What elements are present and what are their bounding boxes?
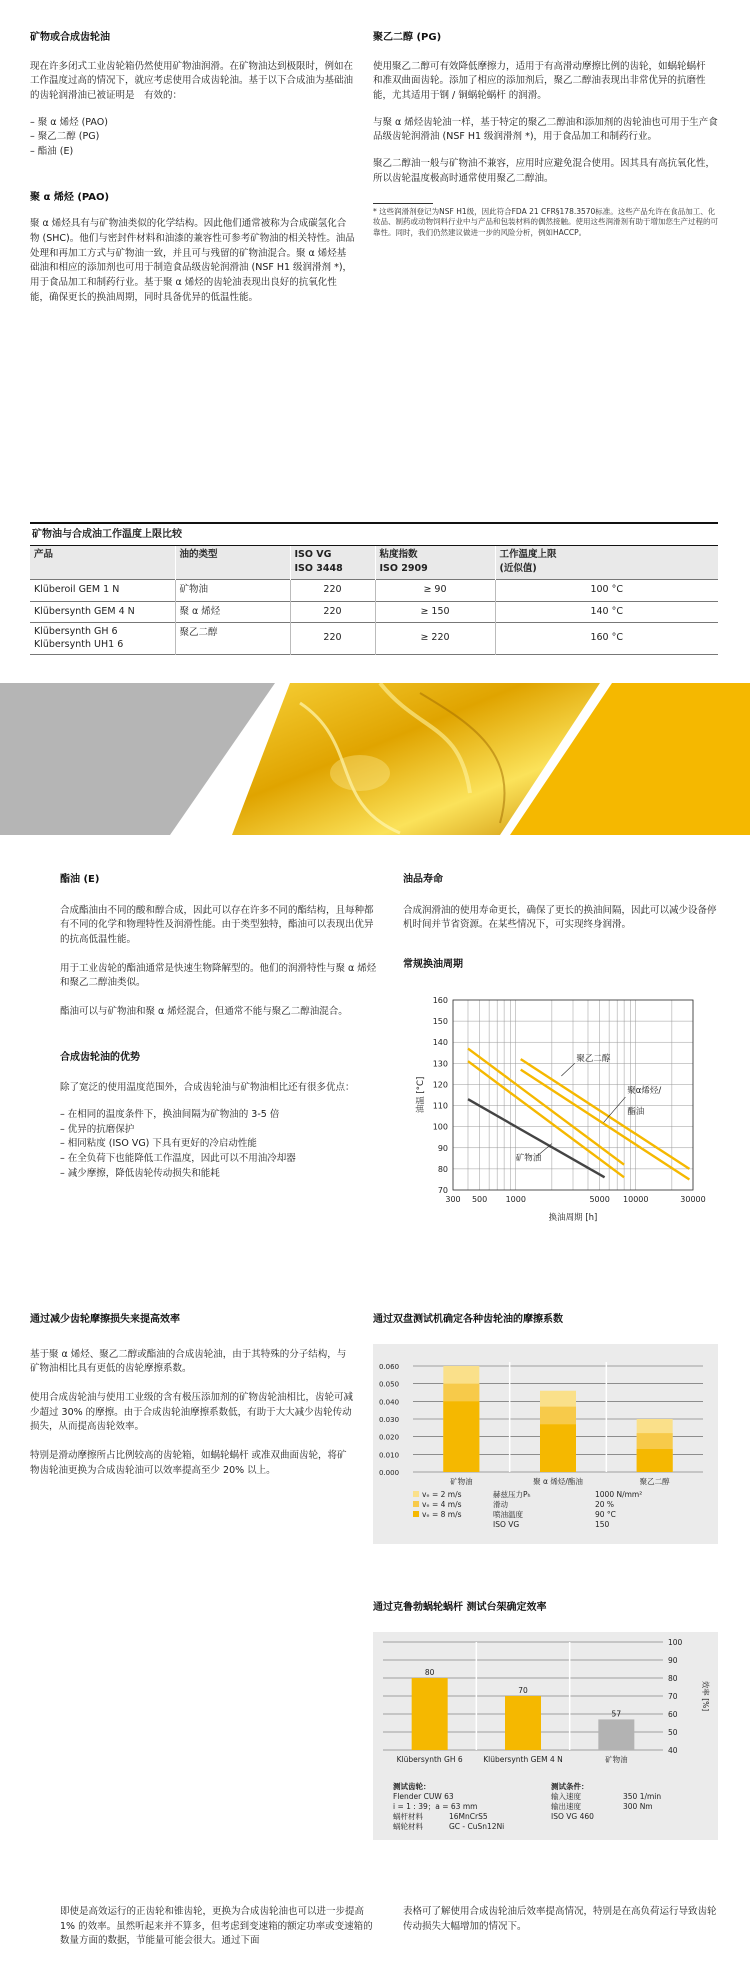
legend-item	[413, 1490, 462, 1500]
cell-vi: ≥ 150	[375, 601, 495, 623]
paragraph: 与聚 α 烯烃齿轮油一样，基于特定的聚乙二醇油和添加剂的齿轮油也可用于生产食品级齿轮润滑油 (NSF H1 级润滑剂 *)，用于食品加工和制药行业。	[373, 116, 718, 143]
list-item: – 酯油 (E)	[30, 146, 74, 158]
list-item: – 聚 α 烯烃 (PAO)	[30, 116, 108, 128]
cell-product: Klübersynth GEM 4 N	[30, 601, 175, 623]
series-line	[468, 1049, 624, 1165]
legend-item	[413, 1500, 462, 1510]
heading-pao: 聚 α 烯烃 (PAO)	[30, 191, 110, 203]
x-tick-label: 500	[471, 1195, 488, 1204]
table-row	[30, 579, 718, 601]
y-tick-label: 100	[668, 1637, 683, 1647]
y-tick-label: 70	[437, 1186, 448, 1195]
condition-label: ISO VG	[493, 1519, 520, 1529]
legend-label: vₑ = 2 m/s	[422, 1489, 462, 1499]
y-tick-label: 90	[668, 1655, 678, 1665]
cell-vg: 220	[290, 623, 375, 655]
advantages-list	[60, 1108, 380, 1182]
series-line	[468, 1061, 624, 1177]
list-item: – 在相同的温度条件下，换油间隔为矿物油的 3-5 倍	[60, 1109, 280, 1121]
cell-temp: 160 °C	[495, 623, 718, 655]
worm-test-conditions	[551, 1782, 661, 1823]
legend-label: vₑ = 4 m/s	[422, 1499, 462, 1509]
cell-vg: 220	[290, 579, 375, 601]
legend-label: vₑ = 8 m/s	[422, 1509, 462, 1519]
y-tick-label: 0.010	[379, 1450, 400, 1459]
y-tick-label: 150	[432, 1017, 448, 1027]
list-item: – 聚乙二醇 (PG)	[30, 131, 100, 143]
paragraph: 特别是滑动摩擦所占比例较高的齿轮箱，如蜗轮蜗杆 或准双曲面齿轮，将矿物齿轮油更换为合成齿轮油可以效率提高至少 20% 以上。	[30, 1450, 347, 1476]
data-label: 80	[424, 1667, 435, 1677]
y-tick-label: 40	[668, 1745, 678, 1755]
y-tick-label: 90	[437, 1143, 448, 1153]
paragraph: 现在许多闭式工业齿轮箱仍然使用矿物油润滑。在矿物油达到极限时，例如在工作温度过高的情况下，就应考虑使用合成齿轮油。基于以下合成油为基础油的齿轮润滑油已被证明是 有效的：	[30, 60, 354, 101]
y-tick-label: 160	[432, 996, 448, 1005]
list-item: – 优异的抗磨保护	[60, 1123, 135, 1135]
legend-swatch	[413, 1511, 419, 1517]
condition-label: 滑动	[493, 1499, 508, 1509]
cell-vi: ≥ 220	[375, 623, 495, 655]
condition-label: ISO VG 460	[551, 1811, 594, 1821]
y-tick-label: 0.050	[379, 1380, 400, 1389]
condition-value: 1000 N/mm²	[595, 1489, 643, 1499]
worm-chart-title: 通过克鲁勃蜗轮蜗杆 测试台架确定效率	[373, 1602, 547, 1613]
top-right-column	[373, 30, 718, 239]
category-label: Klübersynth GEM 4 N	[483, 1754, 563, 1764]
list-item: – 减少摩擦，降低齿轮传动损失和能耗	[60, 1167, 220, 1179]
heading-pg: 聚乙二醇 (PG)	[373, 32, 442, 43]
y-tick-label: 60	[668, 1709, 678, 1719]
y-tick-label: 100	[432, 1122, 448, 1132]
wheel-material-value: GC - CuSn12Ni	[449, 1822, 505, 1831]
condition-value: 20 %	[595, 1499, 615, 1509]
x-tick-label: 1000	[505, 1195, 526, 1204]
paragraph: 除了宽泛的使用温度范围外，合成齿轮油与矿物油相比还有很多优点：	[60, 1082, 355, 1094]
x-tick-label: 10000	[623, 1195, 649, 1204]
list-item: – 相同粘度 (ISO VG) 下具有更好的冷启动性能	[60, 1138, 257, 1150]
annotation-label: 聚乙二醇	[576, 1054, 611, 1065]
cell-product: Klüberoil GEM 1 N	[30, 579, 175, 601]
table-title: 矿物油与合成油工作温度上限比较	[32, 529, 182, 540]
oil-change-chart	[403, 990, 718, 1260]
x-tick-label: 300	[445, 1195, 461, 1204]
y-tick-label: 130	[432, 1059, 448, 1069]
bar-segment	[540, 1424, 576, 1472]
cell-temp: 100 °C	[495, 579, 718, 601]
friction-chart-title: 通过双盘测试机确定各种齿轮油的摩擦系数	[373, 1314, 563, 1325]
annotation-leader	[604, 1097, 626, 1122]
cell-temp: 140 °C	[495, 601, 718, 623]
wheel-material-label: 蜗轮材料	[393, 1822, 423, 1831]
worm-material-value: 16MnCrS5	[449, 1811, 488, 1821]
paragraph: 聚乙二醇油一般与矿物油不兼容，应用时应避免混合使用。因其具有高抗氧化性，所以齿轮温度极高时通常使用聚乙二醇油。	[373, 158, 716, 184]
paragraph: 即使是高效运行的正齿轮和锥齿轮，更换为合成齿轮油也可以进一步提高 1% 的效率。虽然听起来并不算多，但考虑到变速箱的额定功率或变速箱的数量方面的数据，节能量可能会很大。通过下面	[60, 1906, 373, 1947]
paragraph: 用于工业齿轮的酯油通常是快速生物降解型的。他们的润滑特性与聚 α 烯烃和聚乙二醇油类似。	[60, 962, 377, 989]
test-gear-title: 测试齿轮：	[393, 1781, 431, 1791]
synth-oil-list	[30, 116, 355, 160]
test-conditions-title: 测试条件：	[551, 1781, 589, 1791]
table-header-row	[30, 546, 718, 580]
x-tick-label: 5000	[589, 1195, 610, 1204]
grey-stripe	[0, 683, 275, 835]
friction-conditions-labels	[493, 1490, 531, 1531]
condition-value: 90 °C	[595, 1509, 616, 1519]
table-row	[30, 601, 718, 623]
worm-chart-section	[373, 1600, 718, 1840]
condition-label: 输入速度	[551, 1791, 581, 1801]
middle-right-column	[403, 872, 723, 972]
data-label: 70	[518, 1685, 528, 1695]
oil-change-chart-svg	[403, 990, 718, 1260]
category-label: 聚乙二醇	[639, 1476, 670, 1486]
heading-ester: 酯油 (E)	[60, 874, 100, 885]
bar	[598, 1719, 634, 1750]
chart-title: 常规换油周期	[403, 958, 463, 970]
y-tick-label: 80	[437, 1164, 448, 1174]
condition-value: 350 1/min	[623, 1791, 662, 1801]
y-tick-label: 70	[668, 1691, 678, 1701]
footnote-divider	[373, 203, 433, 204]
table-row	[30, 623, 718, 655]
column-header: 工作温度上限 (近似值)	[495, 546, 718, 580]
paragraph: 表格可了解使用合成齿轮油后效率提高情况，特别是在高负荷运行导致齿轮传动损失大幅增加的情况下。	[403, 1906, 717, 1932]
column-header: 产品	[30, 546, 175, 580]
heading-efficiency: 通过减少齿轮摩擦损失来提高效率	[30, 1314, 180, 1325]
y-tick-label: 0.000	[379, 1468, 400, 1477]
category-label: 聚 α 烯烃/酯油	[533, 1476, 583, 1486]
friction-chart-svg	[373, 1344, 718, 1492]
cell-type: 矿物油	[175, 579, 290, 601]
condition-label: 输出速度	[551, 1801, 581, 1811]
y-tick-label: 0.040	[379, 1397, 400, 1406]
paragraph: 使用合成齿轮油与使用工业级的含有极压添加剂的矿物齿轮油相比，齿轮可减少超过 30% 的摩擦。由于合成齿轮油摩擦系数低，有助于大大减少齿轮传动损失，从而提高齿轮效率。	[30, 1391, 354, 1433]
cell-type: 聚乙二醇	[175, 623, 290, 655]
x-axis-label: 换油周期 [h]	[548, 1213, 598, 1223]
bottom-left-text	[60, 1905, 380, 1949]
y-tick-label: 140	[432, 1038, 448, 1048]
category-label: 矿物油	[605, 1754, 628, 1764]
category-label: 矿物油	[450, 1476, 473, 1486]
bottom-right-text	[403, 1905, 723, 1934]
data-label: 57	[611, 1708, 622, 1718]
list-item: – 在全负荷下也能降低工作温度，因此可以不用油冷却器	[60, 1153, 296, 1165]
friction-legend	[413, 1490, 462, 1520]
annotation-label: 矿物油	[515, 1153, 542, 1164]
bar	[412, 1678, 448, 1750]
y-tick-label: 80	[668, 1673, 678, 1683]
temperature-table	[30, 546, 718, 656]
paragraph: 合成酯油由不同的酸和醇合成，因此可以存在许多不同的酯结构，且每种都有不同的化学和物理特性及润滑性能。由于类型独特，酯油可以表现出优异的抗高低温性能。	[60, 904, 374, 945]
annotation-label: 酯油	[627, 1107, 645, 1117]
column-header: ISO VG ISO 3448	[290, 546, 375, 580]
y-tick-label: 0.020	[379, 1433, 400, 1442]
worm-test-gear	[393, 1782, 504, 1833]
condition-value: 300 Nm	[623, 1801, 653, 1811]
friction-conditions-values	[595, 1490, 642, 1531]
column-header: 粘度指数 ISO 2909	[375, 546, 495, 580]
condition-label: 赫兹压力Pₕ	[493, 1489, 531, 1499]
cell-type: 聚 α 烯烃	[175, 601, 290, 623]
legend-swatch	[413, 1501, 419, 1507]
heading-advantages: 合成齿轮油的优势	[60, 1051, 140, 1063]
decorative-banner	[0, 683, 750, 835]
series-line	[521, 1059, 690, 1169]
column-header: 油的类型	[175, 546, 290, 580]
y-tick-label: 120	[432, 1080, 448, 1090]
y-tick-label: 110	[432, 1101, 448, 1111]
paragraph: 聚 α 烯烃具有与矿物油类似的化学结构。因此他们通常被称为合成碳氢化合物 (SHC)。他们与密封件材料和油漆的兼容性可参考矿物油的相关特性。油品处理和再加工方式与矿物油一致，并且可与残留的矿物油混合。聚 α 烯烃基础油和相应的添加剂也可用于制造食品级齿轮润滑油 (NSF H1 级润滑剂 *)，用于食品加工和制药行业。基于聚 α 烯烃的齿轮油表现出良好的抗氧化性能，确保更长的换油周期，同时具备优异的低温性能。	[30, 218, 355, 303]
banner-graphic	[0, 683, 750, 835]
top-left-column	[30, 30, 355, 306]
test-gear-line: i = 1 : 39；a = 63 mm	[393, 1801, 478, 1811]
y-tick-label: 0.060	[379, 1362, 400, 1371]
friction-chart-section	[373, 1312, 718, 1544]
annotation-label: 聚α烯烃/	[627, 1085, 662, 1096]
legend-item	[413, 1510, 462, 1520]
y-axis-label: 油温 [°C]	[416, 1076, 426, 1114]
heading-mineral-vs-synth: 矿物或合成齿轮油	[30, 32, 110, 43]
worm-material-label: 蜗杆材料	[393, 1811, 423, 1821]
bar-segment	[443, 1401, 479, 1472]
y-axis-label: 效率 [%]	[701, 1680, 710, 1711]
x-tick-label: 30000	[680, 1195, 706, 1204]
temperature-table-section	[30, 522, 718, 655]
paragraph: 合成润滑油的使用寿命更长，确保了更长的换油间隔，因此可以减少设备停机时间并节省资源。在某些情况下，可实现终身润滑。	[403, 904, 717, 931]
cell-vi: ≥ 90	[375, 579, 495, 601]
condition-label: 喷油温度	[493, 1509, 523, 1519]
bar	[505, 1696, 541, 1750]
annotation-leader	[561, 1063, 574, 1076]
paragraph: 使用聚乙二醇可有效降低摩擦力，适用于有高滑动摩擦比例的齿轮，如蜗轮蜗杆 和准双曲面齿轮。添加了相应的添加剂后，聚乙二醇油表现出非常优异的抗磨性能，尤其适用于钢 / 铜蜗轮蜗杆 的润滑。	[373, 60, 706, 101]
test-gear-line: Flender CUW 63	[393, 1791, 454, 1801]
condition-value: 150	[595, 1519, 610, 1529]
paragraph: 酯油可以与矿物油和聚 α 烯烃混合，但通常不能与聚乙二醇油混合。	[60, 1006, 348, 1018]
middle-left-column	[60, 872, 380, 1182]
category-label: Klübersynth GH 6	[396, 1754, 463, 1764]
cell-product: Klübersynth GH 6 Klübersynth UH1 6	[30, 623, 175, 655]
legend-swatch	[413, 1491, 419, 1497]
lower-left-column	[30, 1312, 355, 1491]
heading-oil-life: 油品寿命	[403, 874, 443, 885]
worm-chart-panel	[373, 1632, 718, 1840]
bar-segment	[637, 1449, 673, 1472]
worm-chart-svg	[373, 1632, 718, 1782]
paragraph: 基于聚 α 烯烃、聚乙二醇或酯油的合成齿轮油，由于其特殊的分子结构，与矿物油相比具有更低的齿轮摩擦系数。	[30, 1348, 347, 1375]
footnote: * 这些润滑剂登记为NSF H1级，因此符合FDA 21 CFR§178.3570标准。这些产品允许在食品加工、化妆品、制药或动物饲料行业中与产品和包装材料的偶然接触。使用这些润滑剂有助于增加您生产过程的可靠性。同时，我们仍然建议做进一步的风险分析，例如HACCP。	[373, 206, 718, 238]
friction-chart-panel	[373, 1344, 718, 1544]
y-tick-label: 0.030	[379, 1415, 400, 1424]
cell-vg: 220	[290, 601, 375, 623]
y-tick-label: 50	[668, 1727, 678, 1737]
annotation-leader	[537, 1144, 552, 1157]
